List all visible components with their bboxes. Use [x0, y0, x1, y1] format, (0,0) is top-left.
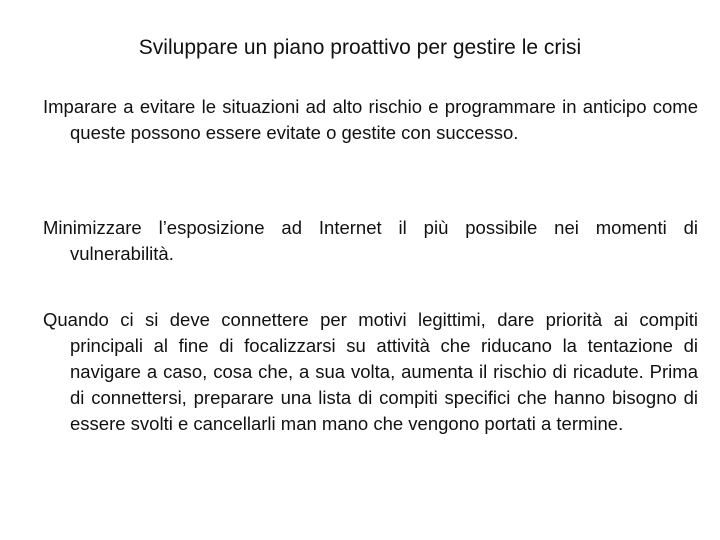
paragraph-minimize-exposure: Minimizzare l’esposizione ad Internet il più possibile nei momenti di vulnerabilità.	[43, 217, 698, 264]
paragraph-task-priority: Quando ci si deve connettere per motivi legittimi, dare priorità ai compiti principali al fine di focalizzarsi su attività che riducano la tentazione di navigare a caso, cosa che, a sua volta, aumenta il rischio di ricadute. Prima di connettersi, preparare una lista di compiti specifici che hanno bisogno di essere svolti e cancellarli man mano che vengono portati a termine.	[43, 309, 698, 434]
paragraph-high-risk: Imparare a evitare le situazioni ad alto rischio e programmare in anticipo come queste possono essere evitate o gestite con successo.	[43, 96, 698, 143]
slide-title: Sviluppare un piano proattivo per gestire le crisi	[138, 36, 582, 59]
